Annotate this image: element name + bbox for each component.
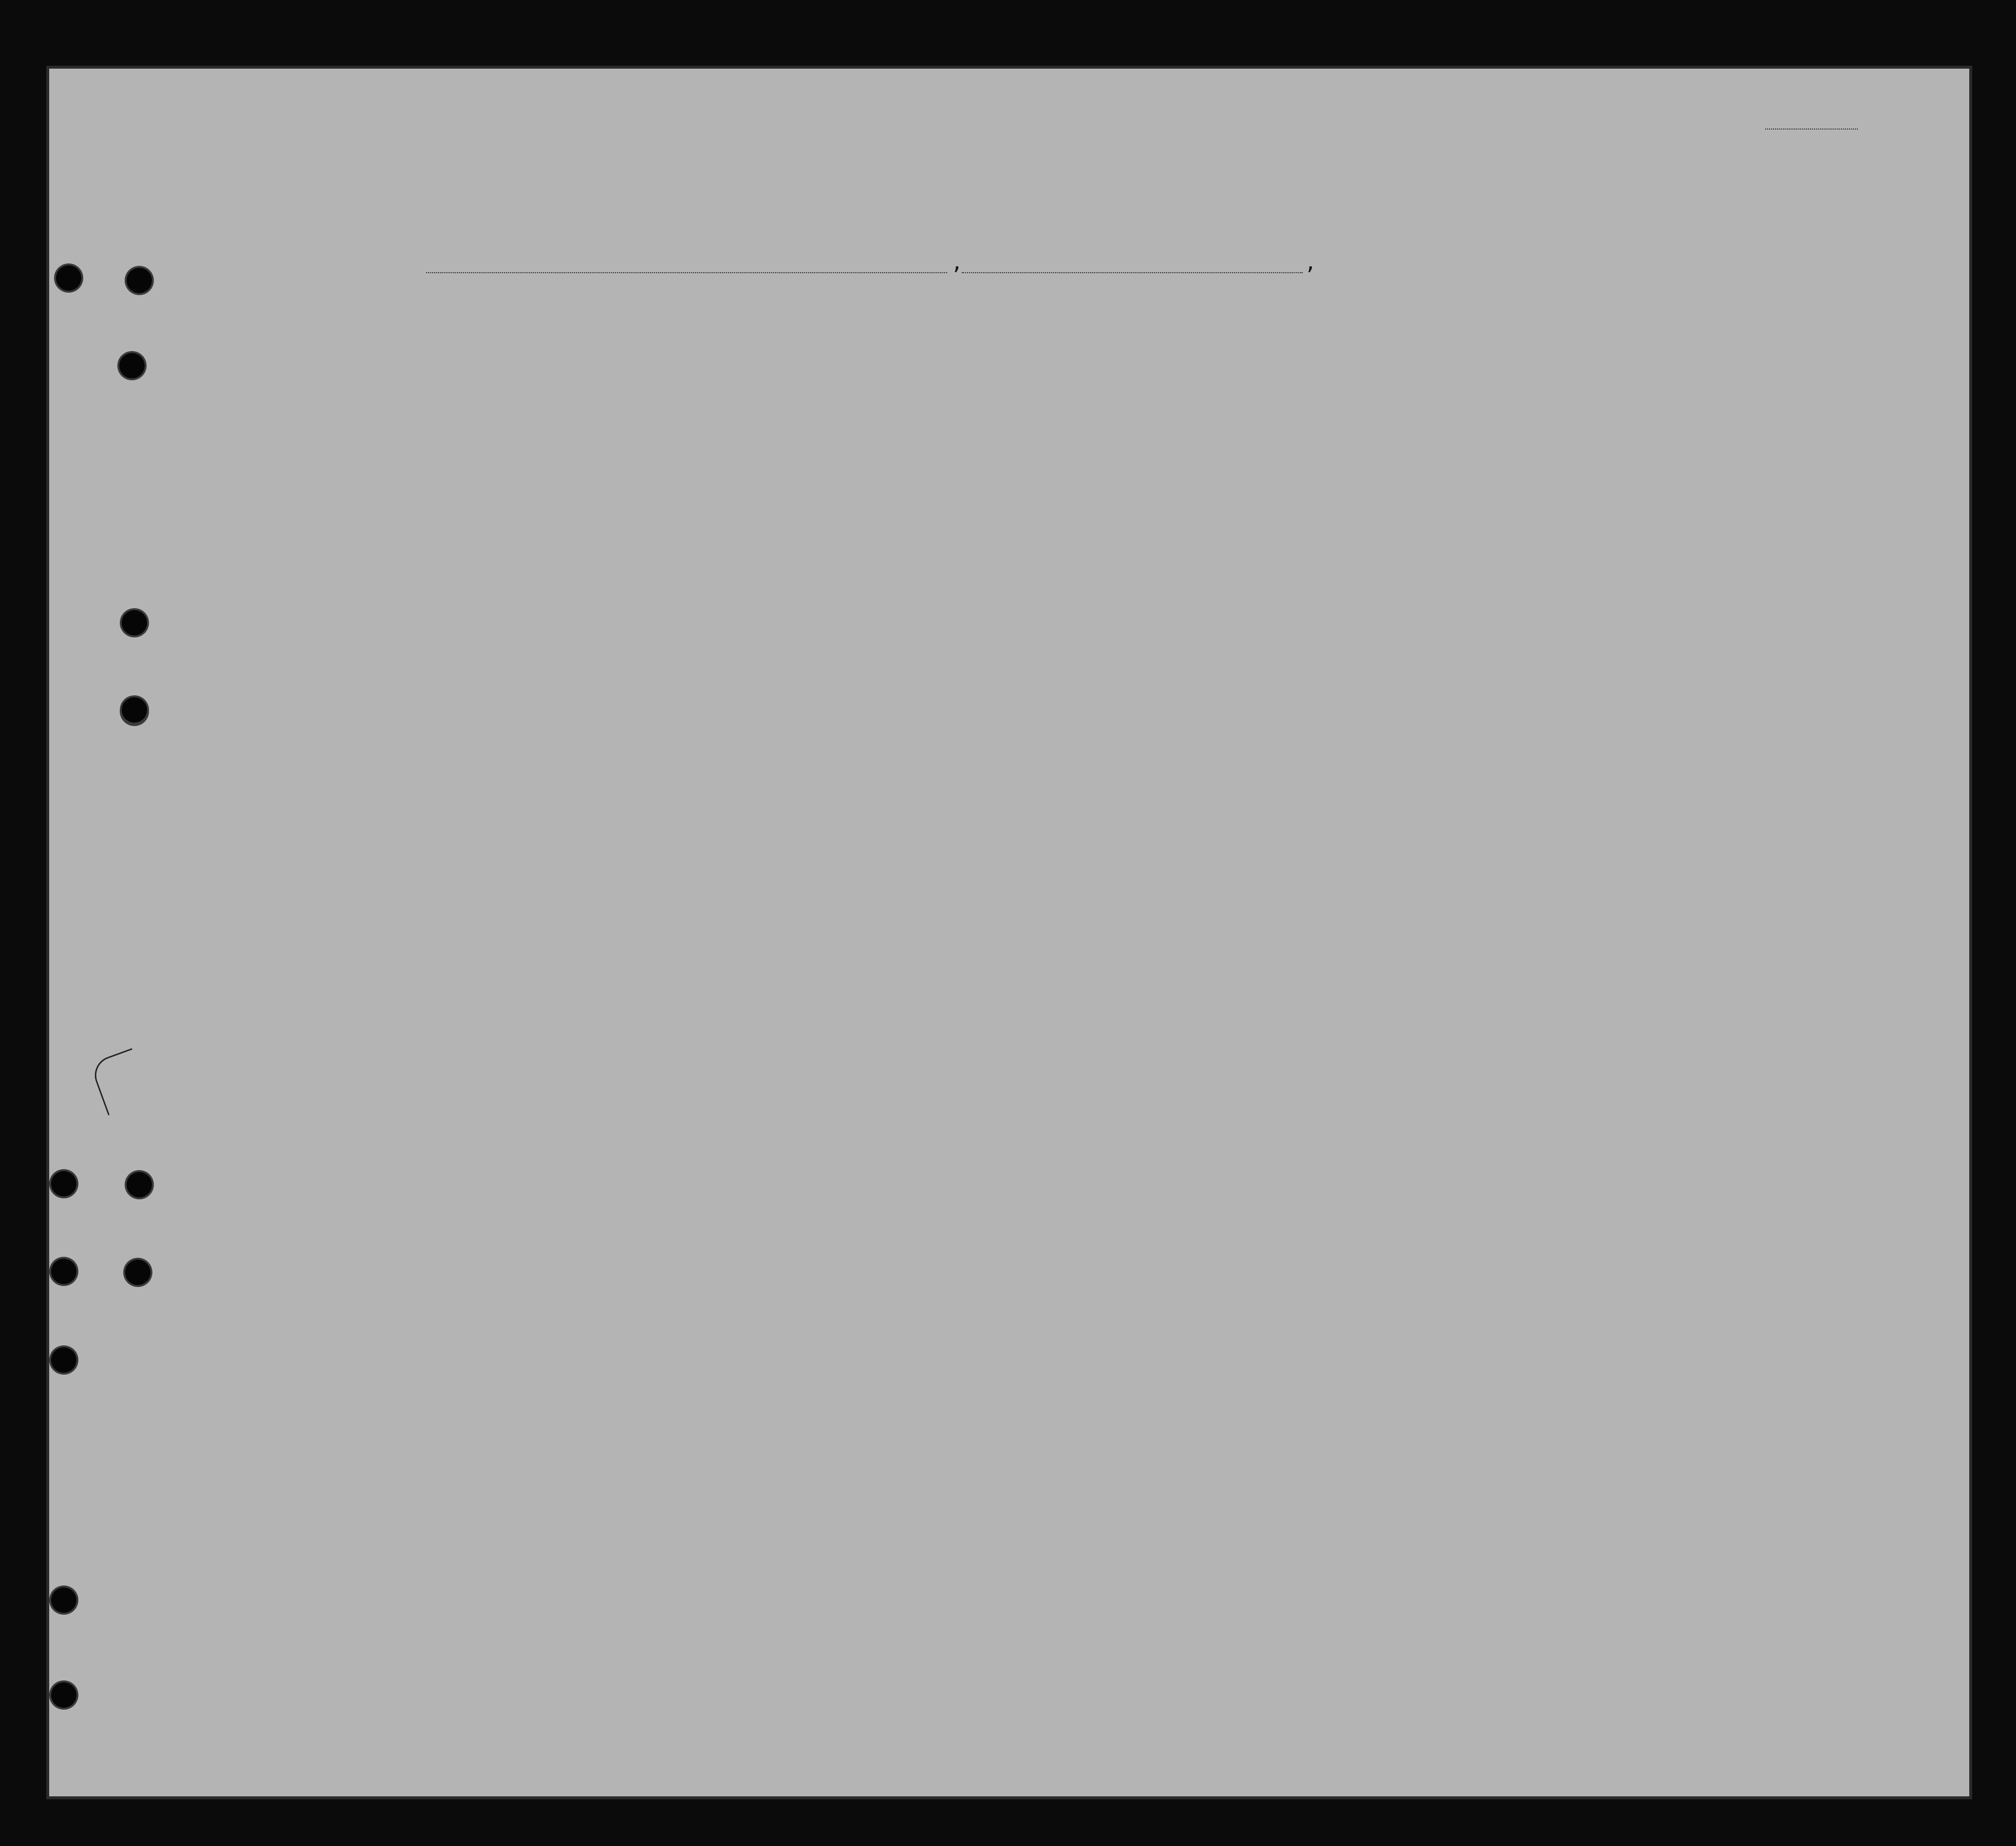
- manifest-sheet: , ,: [46, 66, 1972, 1799]
- table-grid: [46, 66, 1972, 1799]
